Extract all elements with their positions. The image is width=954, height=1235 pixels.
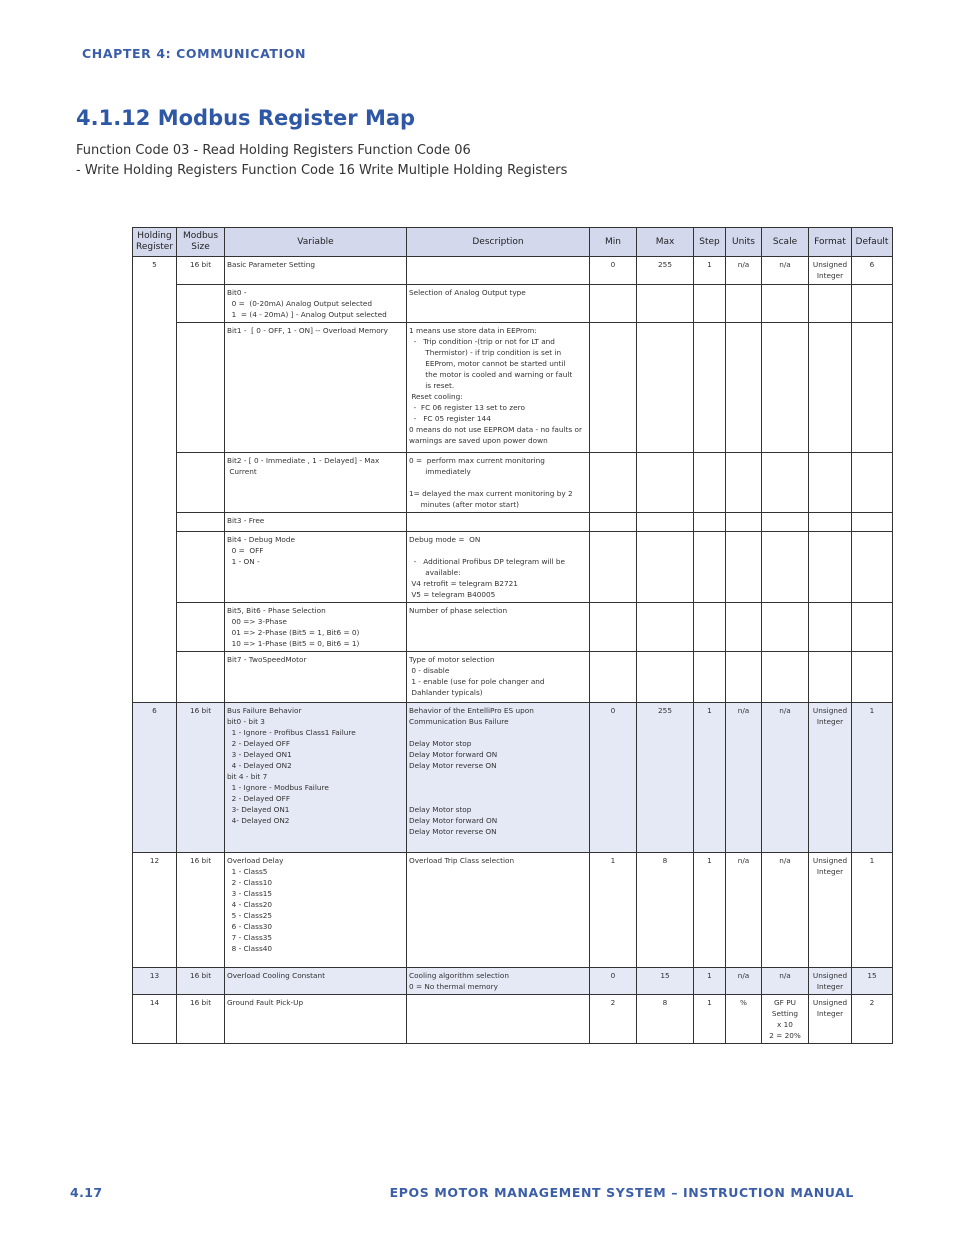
column-header: Holding Register [133,228,177,257]
cell-line: 1= delayed the max current monitoring by 2 [409,489,573,498]
cell-line: 0 = OFF [227,546,264,555]
cell-line: is reset. [409,381,455,390]
description-cell [407,257,590,285]
default-cell: 1 [852,703,893,853]
max-cell: 8 [637,995,694,1044]
variable-cell [225,853,407,968]
description-cell [407,513,590,532]
step-cell: 1 [694,853,726,968]
cell-line: 1 means use store data in EEProm: [409,326,537,335]
min-cell: 0 [590,257,637,285]
cell-line: 1 - Class5 [227,867,268,876]
units-cell: n/a [726,703,762,853]
table-row [133,703,893,853]
max-cell: 15 [637,968,694,995]
cell-line: 7 - Class35 [227,933,273,942]
description-cell [407,323,590,453]
cell-line: 1 - enable (use for pole changer and [409,677,545,686]
column-header: Max [637,228,694,257]
cell-line: 3 - Delayed ON1 [227,750,292,759]
table-row [133,257,893,285]
cell-line: x 10 [777,1020,793,1029]
column-header: Default [852,228,893,257]
cell-line: 1 - Ignore - Modbus Failure [227,783,329,792]
cell-line: the motor is cooled and warning or fault [409,370,573,379]
holding-register-cell: 13 [133,968,177,995]
cell-line: Bus Failure Behavior [227,706,302,715]
cell-line: EEProm, motor cannot be started until [409,359,566,368]
variable-cell [225,453,407,513]
table-row [133,532,893,603]
scale-cell: n/a [762,257,809,285]
modbus-size-cell: 16 bit [177,853,225,968]
cell-line: Dahlander typicals) [409,688,483,697]
cell-line: 10 => 1-Phase (Bit5 = 0, Bit6 = 1) [227,639,360,648]
cell-line [409,782,587,793]
holding-register-cell: 6 [133,703,177,853]
cell-line: 2 = 20% [769,1031,801,1040]
cell-line [409,771,587,782]
description-cell [407,968,590,995]
variable-cell [225,995,407,1044]
description-cell [407,532,590,603]
intro-line-1: Function Code 03 - Read Holding Registers Function Code 06 [76,143,471,158]
cell-line: 5 - Class25 [227,911,273,920]
modbus-size-cell: 16 bit [177,968,225,995]
format-cell: Unsigned Integer [809,257,852,285]
cell-line [409,727,587,738]
max-cell: 255 [637,257,694,285]
column-header: Min [590,228,637,257]
format-cell: Unsigned Integer [809,703,852,853]
format-cell: Unsigned Integer [809,968,852,995]
step-cell: 1 [694,257,726,285]
cell-line: 01 => 2-Phase (Bit5 = 1, Bit6 = 0) [227,628,360,637]
page-number: 4.17 [70,1185,103,1200]
scale-cell: n/a [762,853,809,968]
cell-line: Setting [771,1009,799,1018]
variable-cell [225,652,407,703]
column-header: Modbus Size [177,228,225,257]
cell-line: 4 - Class20 [227,900,273,909]
default-cell: 2 [852,995,893,1044]
manual-title: EPOS MOTOR MANAGEMENT SYSTEM – INSTRUCTION MANUAL [389,1185,854,1200]
cell-line: 0 means do not use EEPROM data - no faults or [409,425,583,434]
variable-cell [225,532,407,603]
modbus-size-cell: 16 bit [177,995,225,1044]
variable-cell [225,285,407,323]
step-cell: 1 [694,968,726,995]
table-row [133,652,893,703]
cell-line: bit0 - bit 3 [227,717,265,726]
table-row [133,323,893,453]
cell-line: Reset cooling: [409,392,463,401]
cell-line: Delay Motor reverse ON [409,761,497,770]
cell-line: 0 = No thermal memory [409,982,498,991]
cell-line: Bit0 - [227,288,247,297]
cell-line: Delay Motor reverse ON [409,827,497,836]
column-header: Scale [762,228,809,257]
modbus-size-cell: 16 bit [177,257,225,285]
cell-line: Debug mode = ON [409,535,481,544]
cell-line: Bit2 - [ 0 - Immediate , 1 - Delayed] - Max [227,456,380,465]
table-row [133,285,893,323]
scale-cell: n/a [762,703,809,853]
cell-line: 0 = perform max current monitoring [409,456,545,465]
cell-line: 8 - Class40 [227,944,273,953]
cell-line: - Trip condition -(trip or not for LT and [409,337,555,346]
cell-line: bit 4 - bit 7 [227,772,268,781]
column-header: Units [726,228,762,257]
max-cell: 8 [637,853,694,968]
description-cell [407,603,590,652]
column-header: Variable [225,228,407,257]
description-cell [407,285,590,323]
chapter-header: CHAPTER 4: COMMUNICATION [82,46,307,61]
cell-line: Selection of Analog Output type [409,288,526,297]
holding-register-cell: 12 [133,853,177,968]
format-cell: Unsigned Integer [809,995,852,1044]
cell-line: V4 retrofit = telegram B2721 [409,579,518,588]
cell-line: Communication Bus Failure [409,717,509,726]
cell-line [409,793,587,804]
intro-line-2: - Write Holding Registers Function Code 16 Write Multiple Holding Registers [76,163,568,178]
cell-line: immediately [409,467,471,476]
modbus-size-cell: 16 bit [177,703,225,853]
units-cell: n/a [726,968,762,995]
scale-cell [762,995,809,1044]
table-row [133,603,893,652]
description-cell [407,853,590,968]
cell-line: Overload Trip Class selection [409,856,515,865]
cell-line: Delay Motor stop [409,805,472,814]
table-row [133,513,893,532]
min-cell: 0 [590,968,637,995]
units-cell: % [726,995,762,1044]
cell-line: Delay Motor stop [409,739,472,748]
description-cell [407,652,590,703]
cell-line: 4- Delayed ON2 [227,816,290,825]
modbus-register-table [132,227,893,1044]
cell-line: V5 = telegram B40005 [409,590,496,599]
cell-line: Number of phase selection [409,606,508,615]
format-cell: Unsigned Integer [809,853,852,968]
cell-line: 4 - Delayed ON2 [227,761,292,770]
default-cell: 1 [852,853,893,968]
variable-cell [225,968,407,995]
cell-line: 3 - Class15 [227,889,273,898]
cell-line: Bit1 - [ 0 - OFF, 1 - ON] -- Overload Memory [227,326,388,335]
cell-line: 1 - ON - [227,557,260,566]
cell-line: warnings are saved upon power down [409,436,548,445]
description-cell [407,703,590,853]
scale-cell: n/a [762,968,809,995]
cell-line: minutes (after motor start) [409,500,519,509]
min-cell: 1 [590,853,637,968]
description-cell [407,453,590,513]
max-cell: 255 [637,703,694,853]
cell-line: Bit4 - Debug Mode [227,535,296,544]
table-row [133,995,893,1044]
table-row [133,453,893,513]
variable-cell: Basic Parameter Setting [225,257,407,285]
cell-line: 6 - Class30 [227,922,273,931]
table-row [133,968,893,995]
cell-line: 00 => 3-Phase [227,617,287,626]
page-title: 4.1.12 Modbus Register Map [76,106,416,130]
cell-line: 3- Delayed ON1 [227,805,290,814]
cell-line: GF PU [774,998,796,1007]
variable-cell [225,513,407,532]
cell-line: Bit3 - Free [227,516,265,525]
cell-line: 2 - Class10 [227,878,273,887]
table-header-row [133,228,893,257]
cell-line: Thermistor) - if trip condition is set in [409,348,562,357]
holding-register-cell: 14 [133,995,177,1044]
cell-line: 0 = (0-20mA) Analog Output selected [227,299,373,308]
cell-line: 0 - disable [409,666,450,675]
units-cell: n/a [726,853,762,968]
default-cell: 15 [852,968,893,995]
default-cell: 6 [852,257,893,285]
step-cell: 1 [694,995,726,1044]
variable-cell [225,323,407,453]
cell-line: - FC 06 register 13 set to zero [409,403,525,412]
cell-line [409,545,587,556]
cell-line: Ground Fault Pick-Up [227,998,304,1007]
variable-cell [225,703,407,853]
cell-line: Current [227,467,257,476]
step-cell: 1 [694,703,726,853]
cell-line: - FC 05 register 144 [409,414,491,423]
cell-line [409,477,587,488]
column-header: Description [407,228,590,257]
cell-line: 1 - Ignore - Profibus Class1 Failure [227,728,356,737]
cell-line: Cooling algorithm selection [409,971,509,980]
description-cell [407,995,590,1044]
table-row [133,853,893,968]
cell-line: Type of motor selection [409,655,495,664]
cell-line: - Additional Profibus DP telegram will be [409,557,565,566]
cell-line: Bit5, Bit6 - Phase Selection [227,606,326,615]
cell-line: 2 - Delayed OFF [227,739,291,748]
cell-line: Behavior of the EntelliPro ES upon [409,706,534,715]
holding-register-cell: 5 [133,257,177,703]
units-cell: n/a [726,257,762,285]
cell-line: Overload Delay [227,856,284,865]
variable-cell [225,603,407,652]
column-header: Step [694,228,726,257]
cell-line: Bit7 - TwoSpeedMotor [227,655,307,664]
column-header: Format [809,228,852,257]
min-cell: 0 [590,703,637,853]
min-cell: 2 [590,995,637,1044]
cell-line: Overload Cooling Constant [227,971,325,980]
cell-line: 1 = (4 - 20mA) ] - Analog Output selected [227,310,387,319]
cell-line: available: [409,568,461,577]
cell-line: Delay Motor forward ON [409,750,498,759]
cell-line: 2 - Delayed OFF [227,794,291,803]
cell-line: Delay Motor forward ON [409,816,498,825]
